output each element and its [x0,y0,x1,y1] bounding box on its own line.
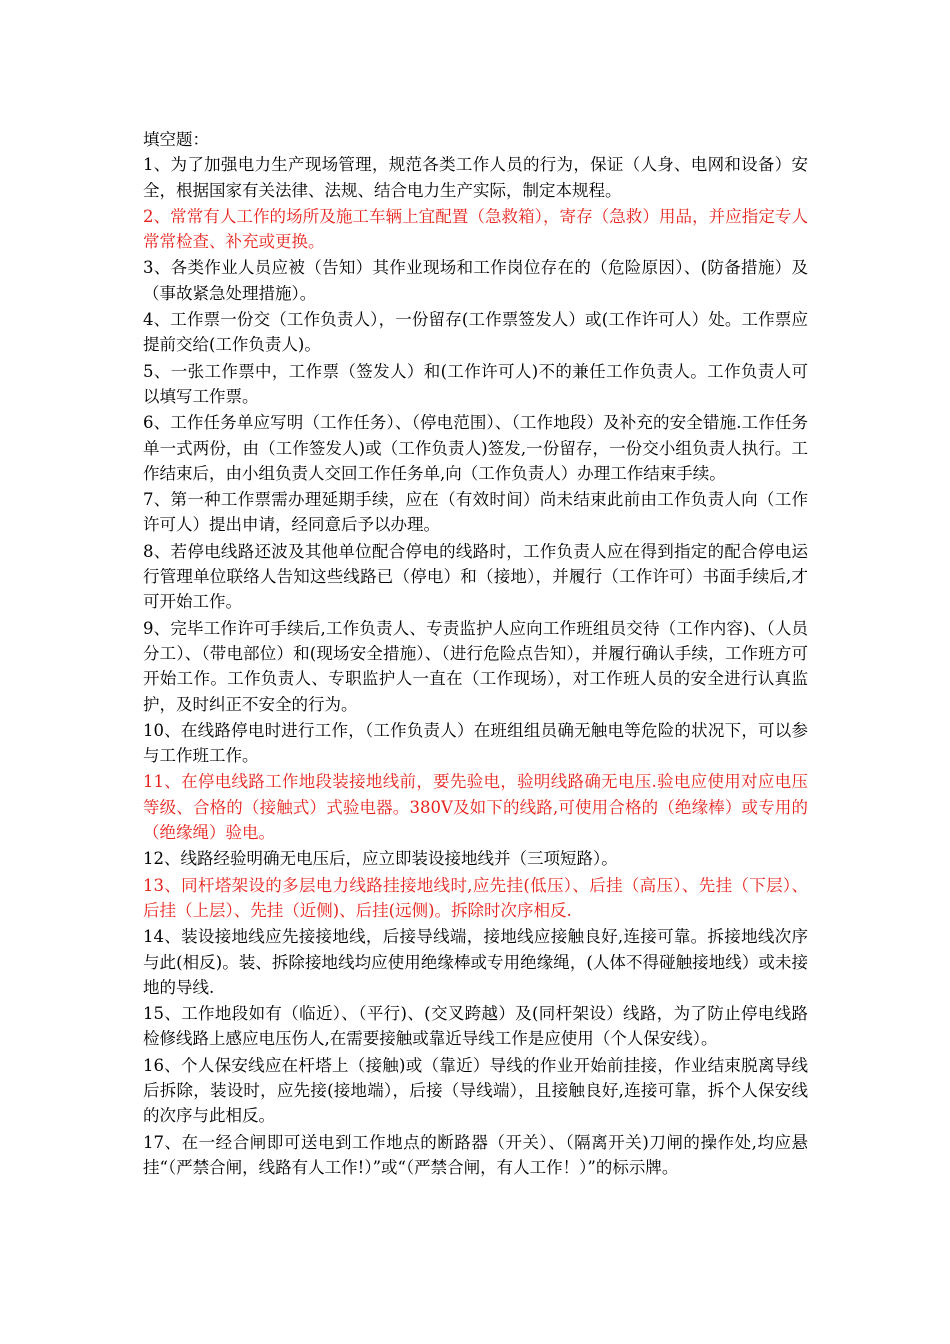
fill-in-question-1: 1、为了加强电力生产现场管理，规范各类工作人员的行为，保证（人身、电网和设备）安全，根据国家有关法律、法规、结合电力生产实际，制定本规程。 [143,155,808,200]
question-list [143,152,808,1180]
document-page [143,127,808,1181]
fill-in-question-16: 16、个人保安线应在杆塔上（接触)或（靠近）导线的作业开始前挂接，作业结束脱离导线后拆除，装设时，应先接(接地端），后接（导线端），且接触良好,连接可靠，拆个人保安线的次序与此相反。 [143,1055,808,1126]
fill-in-question-3: 3、各类作业人员应被（告知）其作业现场和工作岗位存在的（危险原因）、(防备措施）及（事故紧急处理措施）。 [143,258,808,303]
fill-in-question-8: 8、若停电线路还波及其他单位配合停电的线路时，工作负责人应在得到指定的配合停电运行管理单位联络人告知这些线路已（停电）和（接地），并履行（工作许可）书面手续后,才可开始工作。 [143,541,808,612]
section-heading: 填空题： [143,130,209,149]
fill-in-question-15: 15、工作地段如有（临近）、（平行)、(交叉跨越）及(同杆架设）线路，为了防止停电线路检修线路上感应电压伤人,在需要接触或靠近导线工作是应使用（个人保安线）。 [143,1004,808,1049]
fill-in-question-5: 5、一张工作票中，工作票（签发人）和(工作许可人)不的兼任工作负责人。工作负责人可以填写工作票。 [143,361,808,406]
fill-in-question-9: 9、完毕工作许可手续后,工作负责人、专责监护人应向工作班组员交待（工作内容)、（人员分工）、（带电部位）和(现场安全措施）、（进行危险点告知），并履行确认手续，工作班方可开始工作。工作负责人、专职监护人一直在（工作现场），对工作班人员的安全进行认真监护，及时纠正不安全的行为。 [143,618,808,714]
fill-in-question-7: 7、第一种工作票需办理延期手续，应在（有效时间）尚未结束此前由工作负责人向（工作许可人）提出申请，经同意后予以办理。 [143,490,808,535]
fill-in-question-4: 4、工作票一份交（工作负责人），一份留存(工作票签发人）或(工作许可人）处。工作票应提前交给(工作负责人)。 [143,310,808,355]
fill-in-question-6: 6、工作任务单应写明（工作任务）、（停电范围）、（工作地段）及补充的安全错施.工作任务单一式两份，由（工作签发人)或（工作负责人)签发,一份留存，一份交小组负责人执行。工作结束后，由小组负责人交回工作任务单,向（工作负责人）办理工作结束手续。 [143,413,808,483]
fill-in-question-14: 14、装设接地线应先接接地线，后接导线端，接地线应接触良好,连接可靠。拆接地线次序与此(相反)。装、拆除接地线均应使用绝缘棒或专用绝缘绳，(人体不得碰触接地线）或未接地的导线. [143,927,808,997]
fill-in-question-13: 13、同杆塔架设的多层电力线路挂接地线时,应先挂(低压）、后挂（高压）、先挂（下层）、后挂（上层）、先挂（近侧)、后挂(远侧)。拆除时次序相反. [143,875,808,920]
fill-in-question-11: 11、在停电线路工作地段装接地线前，要先验电，验明线路确无电压.验电应使用对应电压等级、合格的（接触式）式验电器。380V及如下的线路,可使用合格的（绝缘棒）或专用的（绝缘绳）验电。 [143,772,808,843]
fill-in-question-17: 17、在一经合闸即可送电到工作地点的断路器（开关）、（隔离开关)刀闸的操作处,均应悬挂“（严禁合闸，线路有人工作!）”或“（严禁合闸，有人工作！）”的标示牌。 [143,1132,808,1177]
fill-in-question-2: 2、常常有人工作的场所及施工车辆上宜配置（急救箱），寄存（急救）用品，并应指定专人常常检查、补充或更换。 [143,206,808,252]
fill-in-question-12: 12、线路经验明确无电压后，应立即装设接地线并（三项短路）。 [143,849,618,869]
fill-in-question-10: 10、在线路停电时进行工作，（工作负责人）在班组组员确无触电等危险的状况下，可以参与工作班工作。 [143,720,808,766]
